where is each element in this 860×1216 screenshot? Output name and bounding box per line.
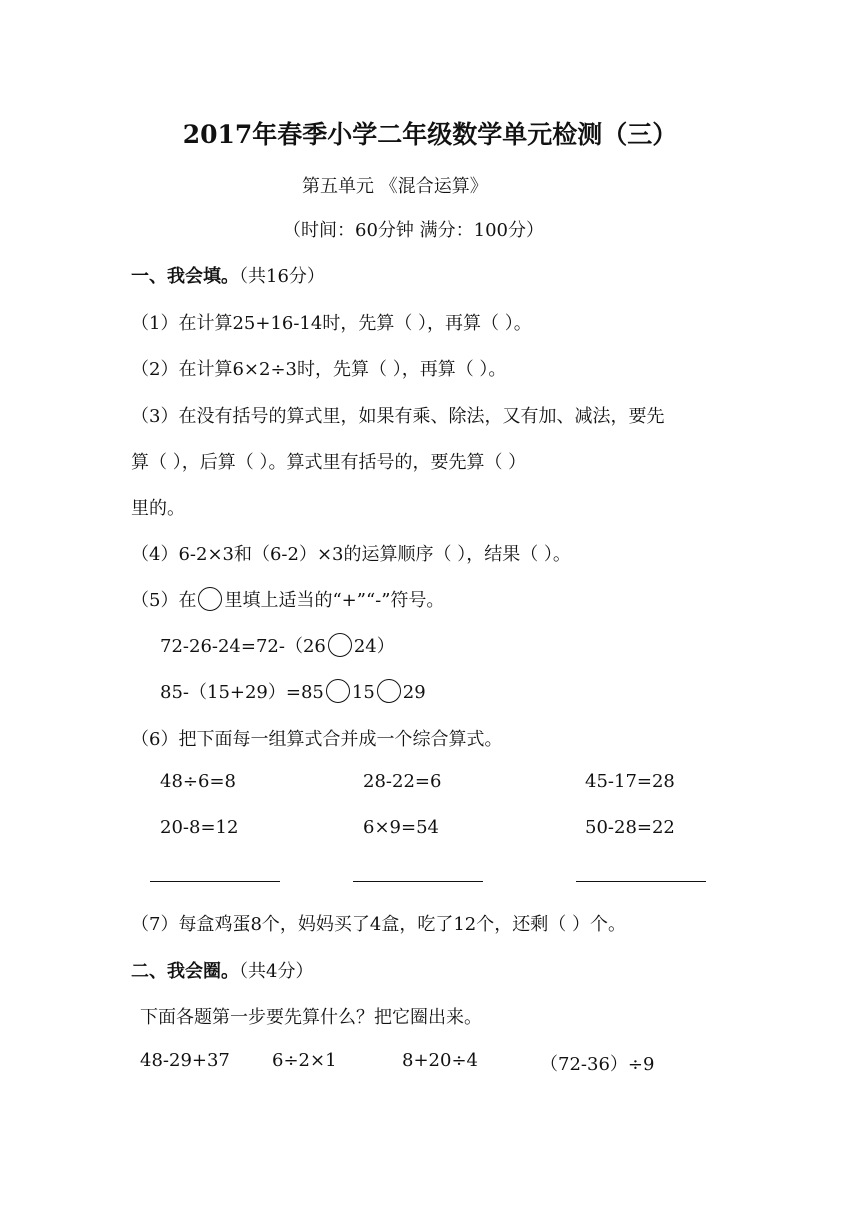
section1-points: （共16分） xyxy=(239,266,325,287)
question-3-line2: 算（ ），后算（ ）。算式里有括号的，要先算（ ） xyxy=(131,452,527,473)
section2-heading: 二、我会圈。 xyxy=(131,961,239,982)
q5-eq2-right: 29 xyxy=(402,682,426,703)
group-3-eq-a: 45-17=28 xyxy=(585,771,675,792)
group-1-eq-a: 48÷6=8 xyxy=(160,771,236,792)
answer-line-1[interactable] xyxy=(150,881,280,882)
circle-blank-icon[interactable] xyxy=(328,633,352,657)
question-2: （2）在计算6×2÷3时，先算（ ），再算（ ）。 xyxy=(131,359,507,380)
question-7: （7）每盒鸡蛋8个，妈妈买了4盒，吃了12个，还剩（ ）个。 xyxy=(131,914,626,935)
question-6: （6）把下面每一组算式合并成一个综合算式。 xyxy=(131,729,503,750)
question-3-line1: （3）在没有括号的算式里，如果有乘、除法，又有加、减法，要先 xyxy=(131,406,665,427)
answer-line-3[interactable] xyxy=(576,881,706,882)
page-title: 2017年春季小学二年级数学单元检测（三） xyxy=(182,120,678,149)
q5-equation-1 xyxy=(160,632,395,659)
circle-blank-icon[interactable] xyxy=(377,679,401,703)
group-3-eq-b: 50-28=22 xyxy=(585,817,675,838)
question-4: （4）6-2×3和（6-2）×3的运算顺序（ ），结果（ ）。 xyxy=(131,544,571,565)
expr-2: 6÷2×1 xyxy=(272,1050,337,1071)
section2-instruction: 下面各题第一步要先算什么？把它圈出来。 xyxy=(140,1007,482,1028)
question-5-prefix: （5）在 xyxy=(131,590,197,611)
group-1-eq-b: 20-8=12 xyxy=(160,817,239,838)
expr-3: 8+20÷4 xyxy=(402,1050,478,1071)
q5-eq1-left: 72-26-24=72-（26 xyxy=(160,636,326,657)
q5-eq1-right: 24） xyxy=(353,636,395,657)
q5-eq2-left: 85-（15+29）=85 xyxy=(160,682,324,703)
section2-header xyxy=(131,957,313,983)
expr-1: 48-29+37 xyxy=(140,1050,230,1071)
group-2-eq-a: 28-22=6 xyxy=(363,771,442,792)
question-3-line3: 里的。 xyxy=(131,498,185,519)
section2-points: （共4分） xyxy=(239,961,314,982)
expr-4: （72-36）÷9 xyxy=(540,1054,655,1075)
answer-line-2[interactable] xyxy=(353,881,483,882)
question-5 xyxy=(131,586,444,613)
unit-subtitle: 第五单元 《混合运算》 xyxy=(302,176,488,197)
group-2-eq-b: 6×9=54 xyxy=(363,817,439,838)
q5-eq2-mid: 15 xyxy=(351,682,375,703)
question-5-suffix: 里填上适当的“+”“-”符号。 xyxy=(224,590,445,611)
section1-heading: 一、我会填。 xyxy=(131,266,239,287)
circle-blank-icon[interactable] xyxy=(326,679,350,703)
circle-blank-icon xyxy=(198,587,222,611)
section1-header xyxy=(131,262,325,288)
question-1: （1）在计算25+16-14时，先算（ ），再算（ ）。 xyxy=(131,313,532,334)
q5-equation-2 xyxy=(160,678,426,705)
time-info: （时间：60分钟 满分：100分） xyxy=(283,220,544,241)
